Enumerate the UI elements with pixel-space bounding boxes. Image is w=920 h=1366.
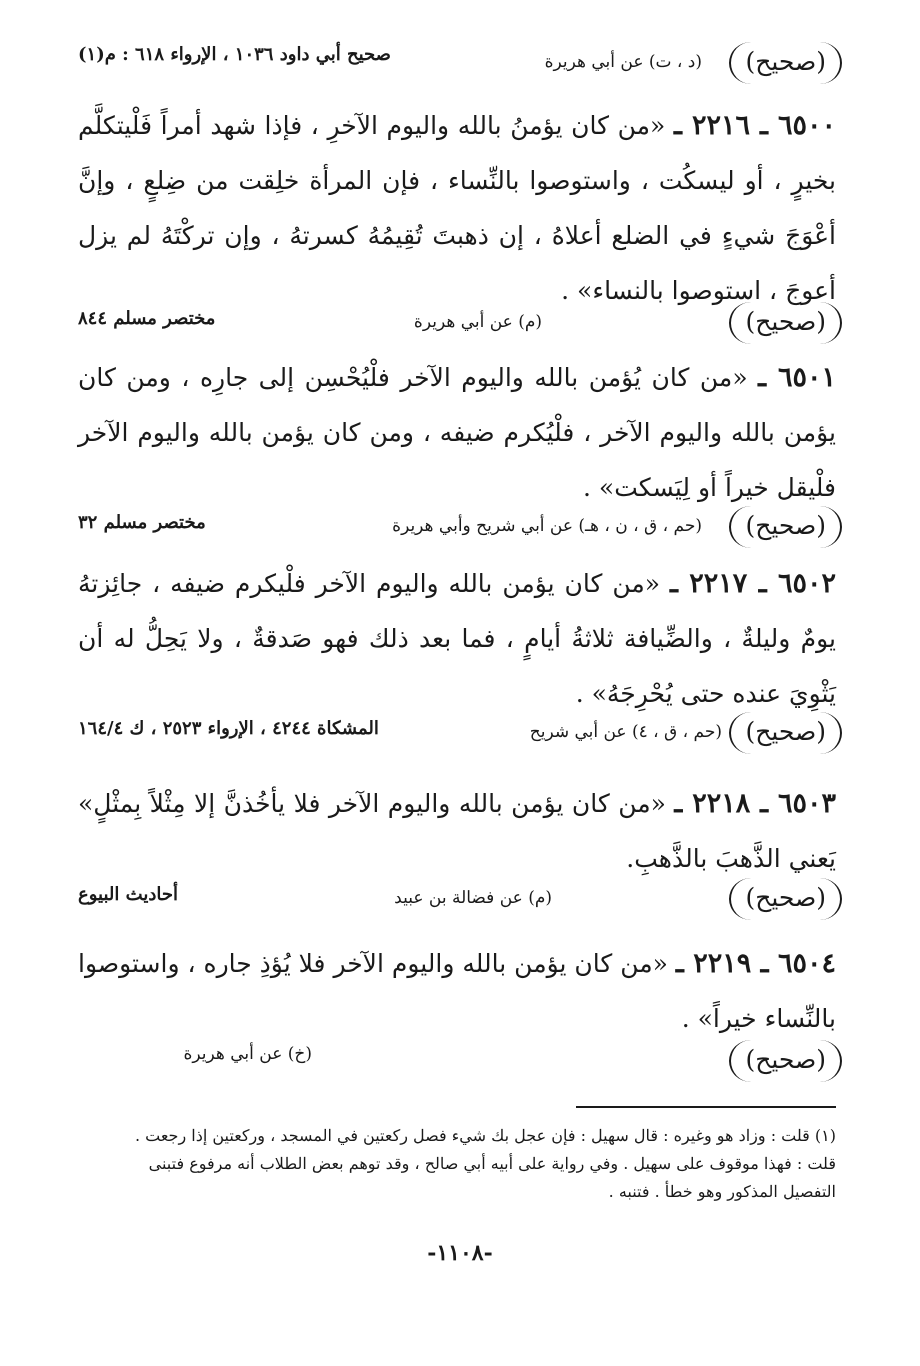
hadith-number: ٦٥٠٤ ـ ٢٢١٩ ـ: [675, 948, 836, 979]
footnote: [78, 1122, 836, 1206]
hadith-text-block: [78, 936, 836, 1046]
reference-line: [78, 302, 842, 348]
hadith-sources: (م) عن فضالة بن عبيد: [394, 888, 552, 908]
hadith-text: «من كان يُؤمن بالله واليوم الآخر فلْيُحْسِن إلى جارِه ، ومن كان يؤمن بالله واليوم الآخر ، فلْيُكرم ضيفه ، ومن كان يؤمن بالله واليوم الآخر فلْيقل خيراً أو لِيَسكت» .: [78, 363, 836, 502]
book-reference: مختصر مسلم ٨٤٤: [78, 308, 216, 329]
hadith-sources: (حم ، ق ، ن ، هـ) عن أبي شريح وأبي هريرة: [392, 516, 702, 536]
book-reference: المشكاة ٤٢٤٤ ، الإرواء ٢٥٢٣ ، ك ١٦٤/٤: [78, 718, 379, 739]
book-reference: صحيح أبي داود ١٠٣٦ ، الإرواء ٦١٨ : م(١): [78, 44, 391, 65]
grade-badge: (صحيح): [729, 42, 842, 84]
grade-badge: (صحيح): [729, 302, 842, 344]
reference-line: [78, 878, 842, 924]
hadith-text: «من كان يؤمن بالله واليوم الآخر فلْيكرم ضيفه ، جائِزتهُ يومٌ وليلةٌ ، والضِّيافة ثلاثةُ أيامٍ ، فما بعد ذلك فهو صَدقةٌ ، ولا يَحِلُّ له أن يَثْوِيَ عنده حتى يُحْرِجَهُ» .: [78, 569, 836, 708]
grade-badge: (صحيح): [729, 712, 842, 754]
page-number: -١١٠٨-: [427, 1240, 493, 1266]
footnote-line: قلت : فهذا موقوف على سهيل . وفي رواية على أبيه أبي صالح ، وقد توهم بعض الطلاب أنه مرفوع فتبنى: [148, 1154, 836, 1173]
footnote-divider: [576, 1106, 836, 1108]
book-reference: أحاديث البيوع: [78, 884, 178, 905]
hadith-text: «من كان يؤمنُ بالله واليوم الآخرِ ، فإذا شهد أمراً فَلْيتكلَّم بخيرٍ ، أو ليسكُت ، واستوصوا بالنِّساء ، فإن المرأة خلِقت من ضِلعٍ ، وإنَّ أعْوَجَ شيءٍ في الضلع أعلاهُ ، إن ذهبتَ تُقِيمُهُ كسرتهُ ، وإن تركْتَهُ لم يزل أعوجَ ، استوصوا بالنساء» .: [78, 111, 836, 305]
reference-line: [78, 506, 842, 552]
hadith-number: ٦٥٠٣ ـ ٢٢١٨ ـ: [674, 788, 837, 819]
hadith-text-block: [78, 556, 836, 721]
hadith-number: ٦٥٠٢ ـ ٢٢١٧ ـ: [670, 568, 836, 599]
hadith-sources: (م) عن أبي هريرة: [413, 312, 542, 332]
hadith-text-block: [78, 98, 836, 318]
hadith-text: «من كان يؤمن بالله واليوم الآخر فلا يأخُذنَّ إلا مِثْلاً بِمثْلٍ» يَعني الذَّهبَ بالذَّهبِ.: [78, 789, 836, 873]
hadith-text-block: [78, 350, 836, 515]
book-reference: مختصر مسلم ٣٢: [78, 512, 206, 533]
hadith-number: ٦٥٠٠ ـ ٢٢١٦ ـ: [673, 110, 837, 141]
grade-badge: (صحيح): [729, 878, 842, 920]
reference-line: [78, 1040, 842, 1086]
reference-line: [78, 42, 842, 88]
hadith-text: «من كان يؤمن بالله واليوم الآخر فلا يُؤذِ جاره ، واستوصوا بالنِّساء خيراً» .: [78, 949, 836, 1033]
grade-badge: (صحيح): [729, 506, 842, 548]
reference-line: [78, 712, 842, 758]
grade-badge: (صحيح): [729, 1040, 842, 1082]
footnote-line: التفصيل المذكور وهو خطأ . فتنبه .: [608, 1182, 836, 1201]
hadith-number: ٦٥٠١ ـ: [758, 362, 837, 393]
hadith-text-block: [78, 776, 836, 886]
hadith-sources: (د ، ت) عن أبي هريرة: [544, 52, 702, 72]
footnote-line: (١) قلت : وزاد هو وغيره : قال سهيل : فإن عجل بك شيء فصل ركعتين في المسجد ، وركعتين إذا رجعت .: [134, 1126, 836, 1145]
hadith-sources: (خ) عن أبي هريرة: [183, 1044, 312, 1064]
hadith-sources: (حم ، ق ، ٤) عن أبي شريح: [529, 722, 722, 742]
